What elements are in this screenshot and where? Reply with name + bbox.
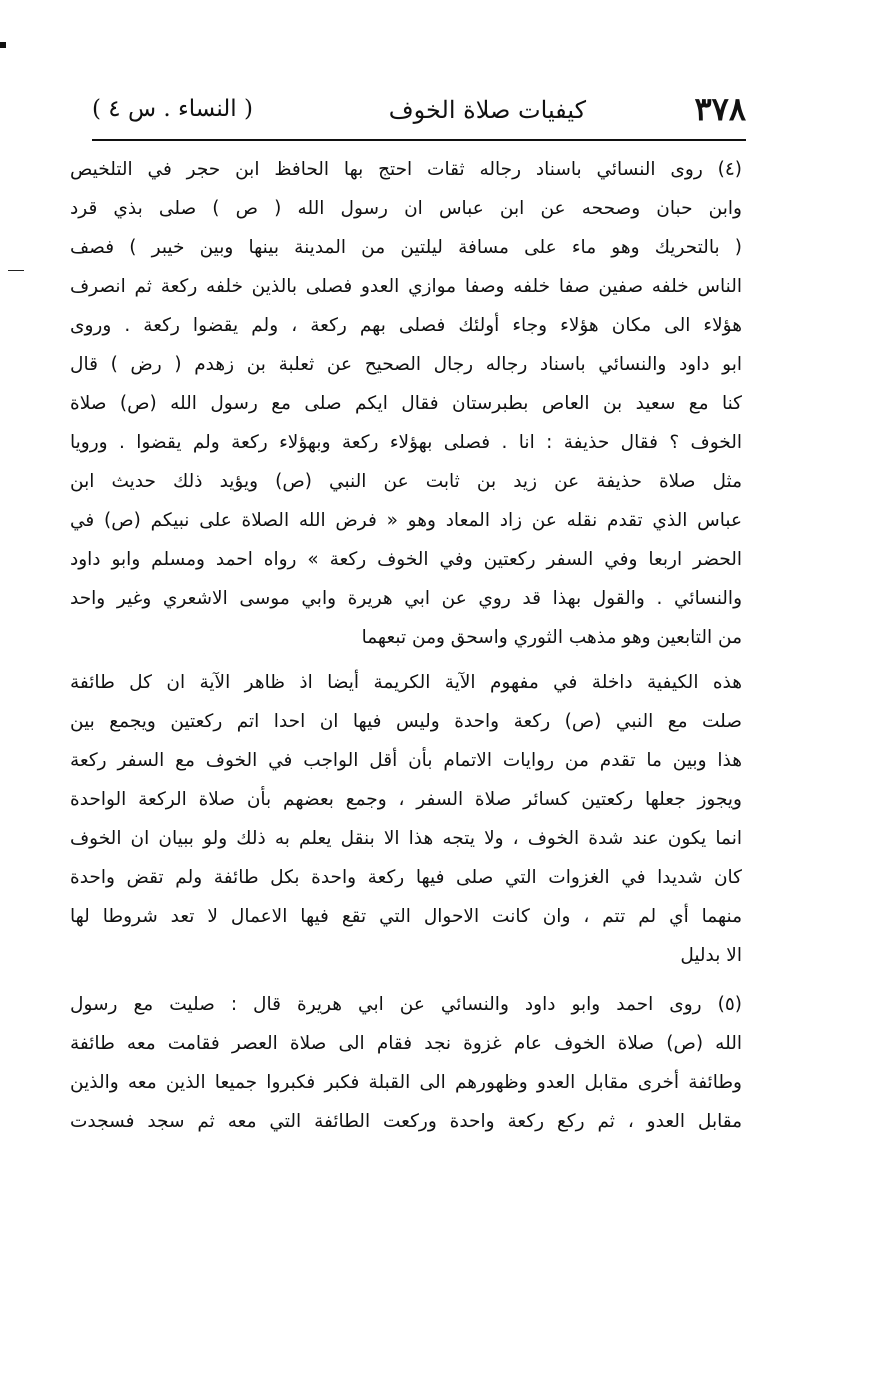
text-line: الخوف ؟ فقال حذيفة : انا . فصلى بهؤلاء ركعة وبهؤلاء ركعة ولم يقضوا . ورويا bbox=[70, 432, 742, 453]
text-line: انما يكون عند شدة الخوف ، ولا يتجه هذا الا بنقل يعلم به ذلك ولو ببيان ان الخوف bbox=[70, 828, 742, 849]
text-line: الا بدليل bbox=[680, 945, 742, 966]
text-line: مثل صلاة حذيفة عن زيد بن ثابت عن النبي (ص) ويؤيد ذلك حديث ابن bbox=[70, 471, 742, 492]
text-line: هؤلاء الى مكان هؤلاء وجاء أولئك فصلى بهم ركعة ، ولم يقضوا ركعة . وروى bbox=[70, 315, 742, 336]
text-line: والنسائي . والقول بهذا قد روي عن ابي هريرة وابي موسى الاشعري وغير واحد bbox=[70, 588, 742, 609]
page-number: ٣٧٨ bbox=[694, 90, 746, 128]
paragraph bbox=[70, 150, 742, 657]
text-line: هذه الكيفية داخلة في مفهوم الآية الكريمة أيضا اذ ظاهر الآية ان كل طائفة bbox=[70, 672, 742, 693]
text-line: ( بالتحريك وهو ماء على مسافة ليلتين من المدينة بينها وبين خيبر ) فصف bbox=[70, 237, 742, 258]
text-line: الناس خلفه صفين صفا خلفه وصفا موازي العدو فصلى بالذين خلفه ركعة ثم انصرف bbox=[70, 276, 742, 297]
paragraph bbox=[70, 985, 742, 1141]
paragraph bbox=[70, 663, 742, 975]
text-line: هذا وبين ما تقدم من روايات الاتمام بأن أقل الواجب في الخوف مع السفر ركعة bbox=[70, 750, 742, 771]
text-line: ابو داود والنسائي باسناد رجاله رجال الصحيح عن ثعلبة بن زهدم ( رض ) قال bbox=[70, 354, 742, 375]
margin-mark bbox=[8, 270, 24, 271]
text-line: عباس الذي تقدم نقله عن زاد المعاد وهو « فرض الله الصلاة على نبيكم (ص) في bbox=[70, 510, 742, 531]
text-line: كنا مع سعيد بن العاص بطبرستان فقال ايكم صلى مع رسول الله (ص) صلاة bbox=[70, 393, 742, 414]
text-line: وابن حبان وصححه عن ابن عباس ان رسول الله ( ص ) صلى بذي قرد bbox=[70, 198, 742, 219]
text-line: وطائفة أخرى مقابل العدو وظهورهم الى القبلة فكبر فكبروا جميعا الذين معه والذين bbox=[70, 1072, 742, 1093]
running-title: كيفيات صلاة الخوف bbox=[388, 96, 586, 124]
text-line: (٤) روى النسائي باسناد رجاله ثقات احتج بها الحافظ ابن حجر في التلخيص bbox=[70, 159, 742, 180]
page-header bbox=[92, 88, 746, 138]
text-line: ويجوز جعلها ركعتين كسائر صلاة السفر ، وجمع بعضهم بأن صلاة الركعة الواحدة bbox=[70, 789, 742, 810]
text-line: مقابل العدو ، ثم ركع ركعة واحدة وركعت الطائفة التي معه ثم سجد فسجدت bbox=[70, 1111, 742, 1132]
text-line: صلت مع النبي (ص) ركعة واحدة وليس فيها ان احدا اتم ركعتين ويجمع بين bbox=[70, 711, 742, 732]
page-body bbox=[70, 150, 742, 1141]
text-line: من التابعين وهو مذهب الثوري واسحق ومن تبعهما bbox=[361, 627, 742, 648]
header-rule bbox=[92, 139, 746, 141]
text-line: الحضر اربعا وفي السفر ركعتين وفي الخوف ركعة » رواه احمد ومسلم وابو داود bbox=[70, 549, 742, 570]
text-line: (٥) روى احمد وابو داود والنسائي عن ابي هريرة قال : صليت مع رسول bbox=[70, 994, 742, 1015]
margin-mark bbox=[0, 42, 6, 48]
text-line: منهما أي لم تتم ، وان كانت الاحوال التي تقع فيها الاعمال لا تعد شروطا لها bbox=[70, 906, 742, 927]
text-line: الله (ص) صلاة الخوف عام غزوة نجد فقام الى صلاة العصر فقامت معه طائفة bbox=[70, 1033, 742, 1054]
text-line: كان شديدا في الغزوات التي صلى فيها ركعة واحدة بكل طائفة ولم تقض واحدة bbox=[70, 867, 742, 888]
section-reference: ( النساء . س ٤ ) bbox=[92, 96, 253, 122]
